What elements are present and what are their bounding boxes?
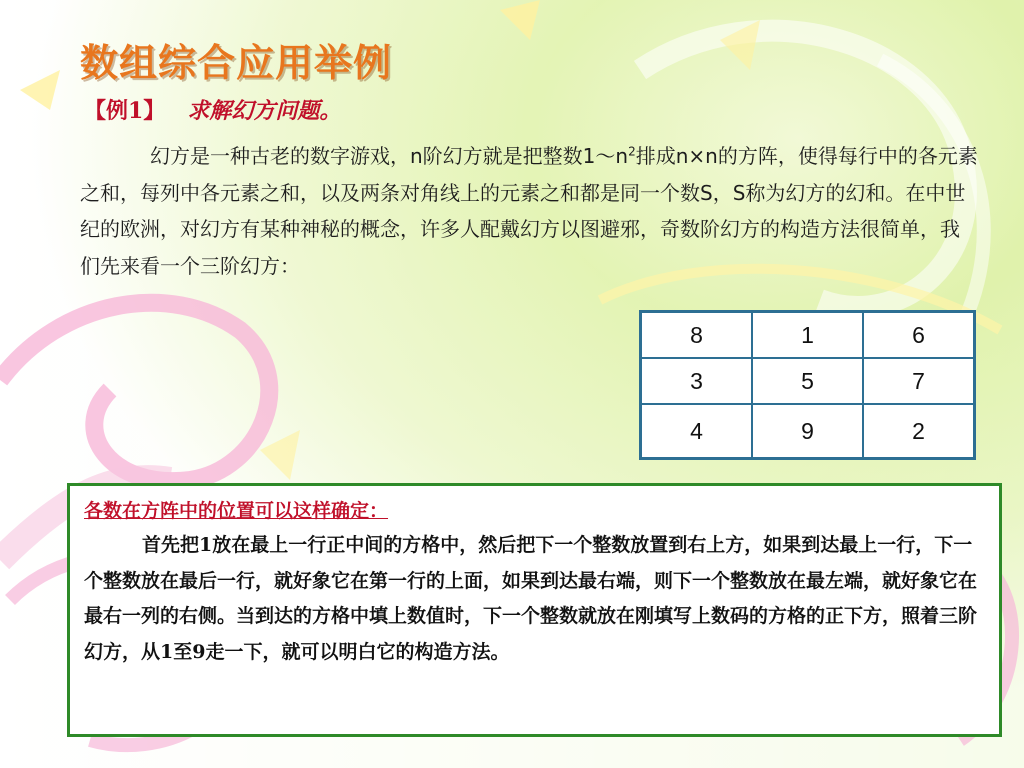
table-cell: 2 xyxy=(863,404,975,459)
example-heading xyxy=(84,94,341,125)
note-body: 首先把1放在最上一行正中间的方格中，然后把下一个整数放置到右上方，如果到达最上一行，下一个整数放在最后一行，就好象它在第一行的上面，如果到达最右端，则下一个整数放在最左端，就好象它在最右一列的右侧。当到达的方格中填上数值时，下一个整数就放在刚填写上数码的方格的正下方，照着三阶幻方，从1至9走一下，就可以明白它的构造方法。 xyxy=(84,534,978,663)
intro-part1: 幻方是一种古老的数字游戏，n阶幻方就是把整数1～n xyxy=(150,144,629,168)
magic-square-table xyxy=(639,310,976,460)
intro-part2: 排成n×n的方阵，使得每行中的各元素之和，每列中各元素之和，以及两条对角线上的元素之和都是同一个数S，S称为幻方的幻和。在中世纪的欧洲，对幻方有某种神秘的概念，许多人配戴幻方以图避邪，奇数阶幻方的构造方法很简单，我们先来看一个三阶幻方： xyxy=(80,144,978,278)
table-row xyxy=(641,312,975,359)
note-heading: 各数在方阵中的位置可以这样确定： xyxy=(84,500,389,522)
example-label: 【例1】 xyxy=(84,98,166,124)
example-problem: 求解幻方问题。 xyxy=(187,98,342,124)
table-cell: 5 xyxy=(752,358,863,404)
table-cell: 8 xyxy=(641,312,753,359)
intro-superscript: 2 xyxy=(628,144,636,159)
table-row xyxy=(641,358,975,404)
table-cell: 9 xyxy=(752,404,863,459)
slide-title: 数组综合应用举例 xyxy=(80,40,393,85)
note-box xyxy=(67,483,1002,737)
table-cell: 6 xyxy=(863,312,975,359)
table-cell: 3 xyxy=(641,358,753,404)
table-cell: 7 xyxy=(863,358,975,404)
intro-paragraph xyxy=(80,138,978,284)
table-cell: 1 xyxy=(752,312,863,359)
table-row xyxy=(641,404,975,459)
table-cell: 4 xyxy=(641,404,753,459)
